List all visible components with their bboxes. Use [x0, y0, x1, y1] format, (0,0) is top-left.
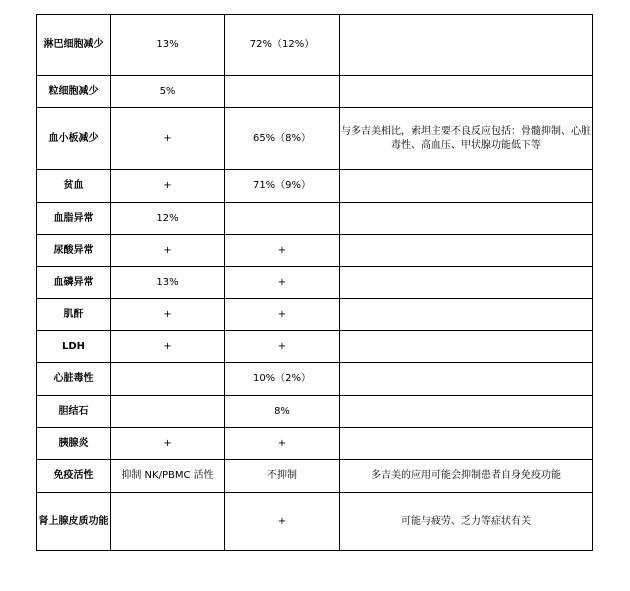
cell-col2: 5%	[111, 76, 225, 108]
cell-col2: 13%	[111, 267, 225, 299]
cell-col2: +	[111, 299, 225, 331]
cell-col2: +	[111, 235, 225, 267]
cell-col2	[111, 493, 225, 551]
cell-note: 与多吉美相比，索坦主要不良反应包括：骨髓抑制、心脏毒性、高血压、甲状腺功能低下等	[340, 108, 593, 170]
table-row	[37, 363, 593, 396]
cell-col2	[111, 396, 225, 428]
row-label: 胰腺炎	[37, 428, 111, 460]
row-label: 肌酐	[37, 299, 111, 331]
cell-col3: +	[225, 235, 340, 267]
table-row	[37, 108, 593, 170]
table-row	[37, 331, 593, 363]
row-label: 免疫活性	[37, 460, 111, 493]
cell-col3: +	[225, 493, 340, 551]
cell-col3: 8%	[225, 396, 340, 428]
row-label: 尿酸异常	[37, 235, 111, 267]
cell-col3: 71%（9%）	[225, 170, 340, 203]
cell-col3	[225, 76, 340, 108]
cell-col3	[225, 203, 340, 235]
cell-note: 多吉美的应用可能会抑制患者自身免疫功能	[340, 460, 593, 493]
cell-note	[340, 235, 593, 267]
row-label: 粒细胞减少	[37, 76, 111, 108]
table-row	[37, 428, 593, 460]
table-row	[37, 15, 593, 76]
cell-col3: +	[225, 299, 340, 331]
row-label: LDH	[37, 331, 111, 363]
cell-col2: 12%	[111, 203, 225, 235]
cell-col2: +	[111, 331, 225, 363]
row-label: 胆结石	[37, 396, 111, 428]
cell-note	[340, 203, 593, 235]
table-row	[37, 299, 593, 331]
cell-col2: +	[111, 108, 225, 170]
cell-col2: +	[111, 428, 225, 460]
table-row	[37, 267, 593, 299]
row-label: 贫血	[37, 170, 111, 203]
cell-col3: 不抑制	[225, 460, 340, 493]
cell-note: 可能与疲劳、乏力等症状有关	[340, 493, 593, 551]
cell-note	[340, 267, 593, 299]
adverse-effects-table	[36, 14, 593, 551]
table-row	[37, 76, 593, 108]
row-label: 血小板减少	[37, 108, 111, 170]
cell-note	[340, 15, 593, 76]
table-row	[37, 203, 593, 235]
table-row	[37, 235, 593, 267]
table-row	[37, 396, 593, 428]
cell-note	[340, 331, 593, 363]
cell-col3: +	[225, 331, 340, 363]
cell-col3: 10%（2%）	[225, 363, 340, 396]
cell-col3: +	[225, 267, 340, 299]
cell-col2	[111, 363, 225, 396]
row-label: 淋巴细胞减少	[37, 15, 111, 76]
table-row	[37, 170, 593, 203]
cell-note	[340, 363, 593, 396]
cell-col3: +	[225, 428, 340, 460]
row-label: 肾上腺皮质功能	[37, 493, 111, 551]
row-label: 心脏毒性	[37, 363, 111, 396]
table-row	[37, 493, 593, 551]
table-row	[37, 460, 593, 493]
cell-col2: +	[111, 170, 225, 203]
cell-note	[340, 170, 593, 203]
cell-col3: 72%（12%）	[225, 15, 340, 76]
cell-col2: 13%	[111, 15, 225, 76]
cell-note	[340, 299, 593, 331]
row-label: 血脂异常	[37, 203, 111, 235]
cell-note	[340, 428, 593, 460]
cell-note	[340, 76, 593, 108]
cell-note	[340, 396, 593, 428]
cell-col3: 65%（8%）	[225, 108, 340, 170]
row-label: 血磷异常	[37, 267, 111, 299]
cell-col2: 抑制 NK/PBMC 活性	[111, 460, 225, 493]
